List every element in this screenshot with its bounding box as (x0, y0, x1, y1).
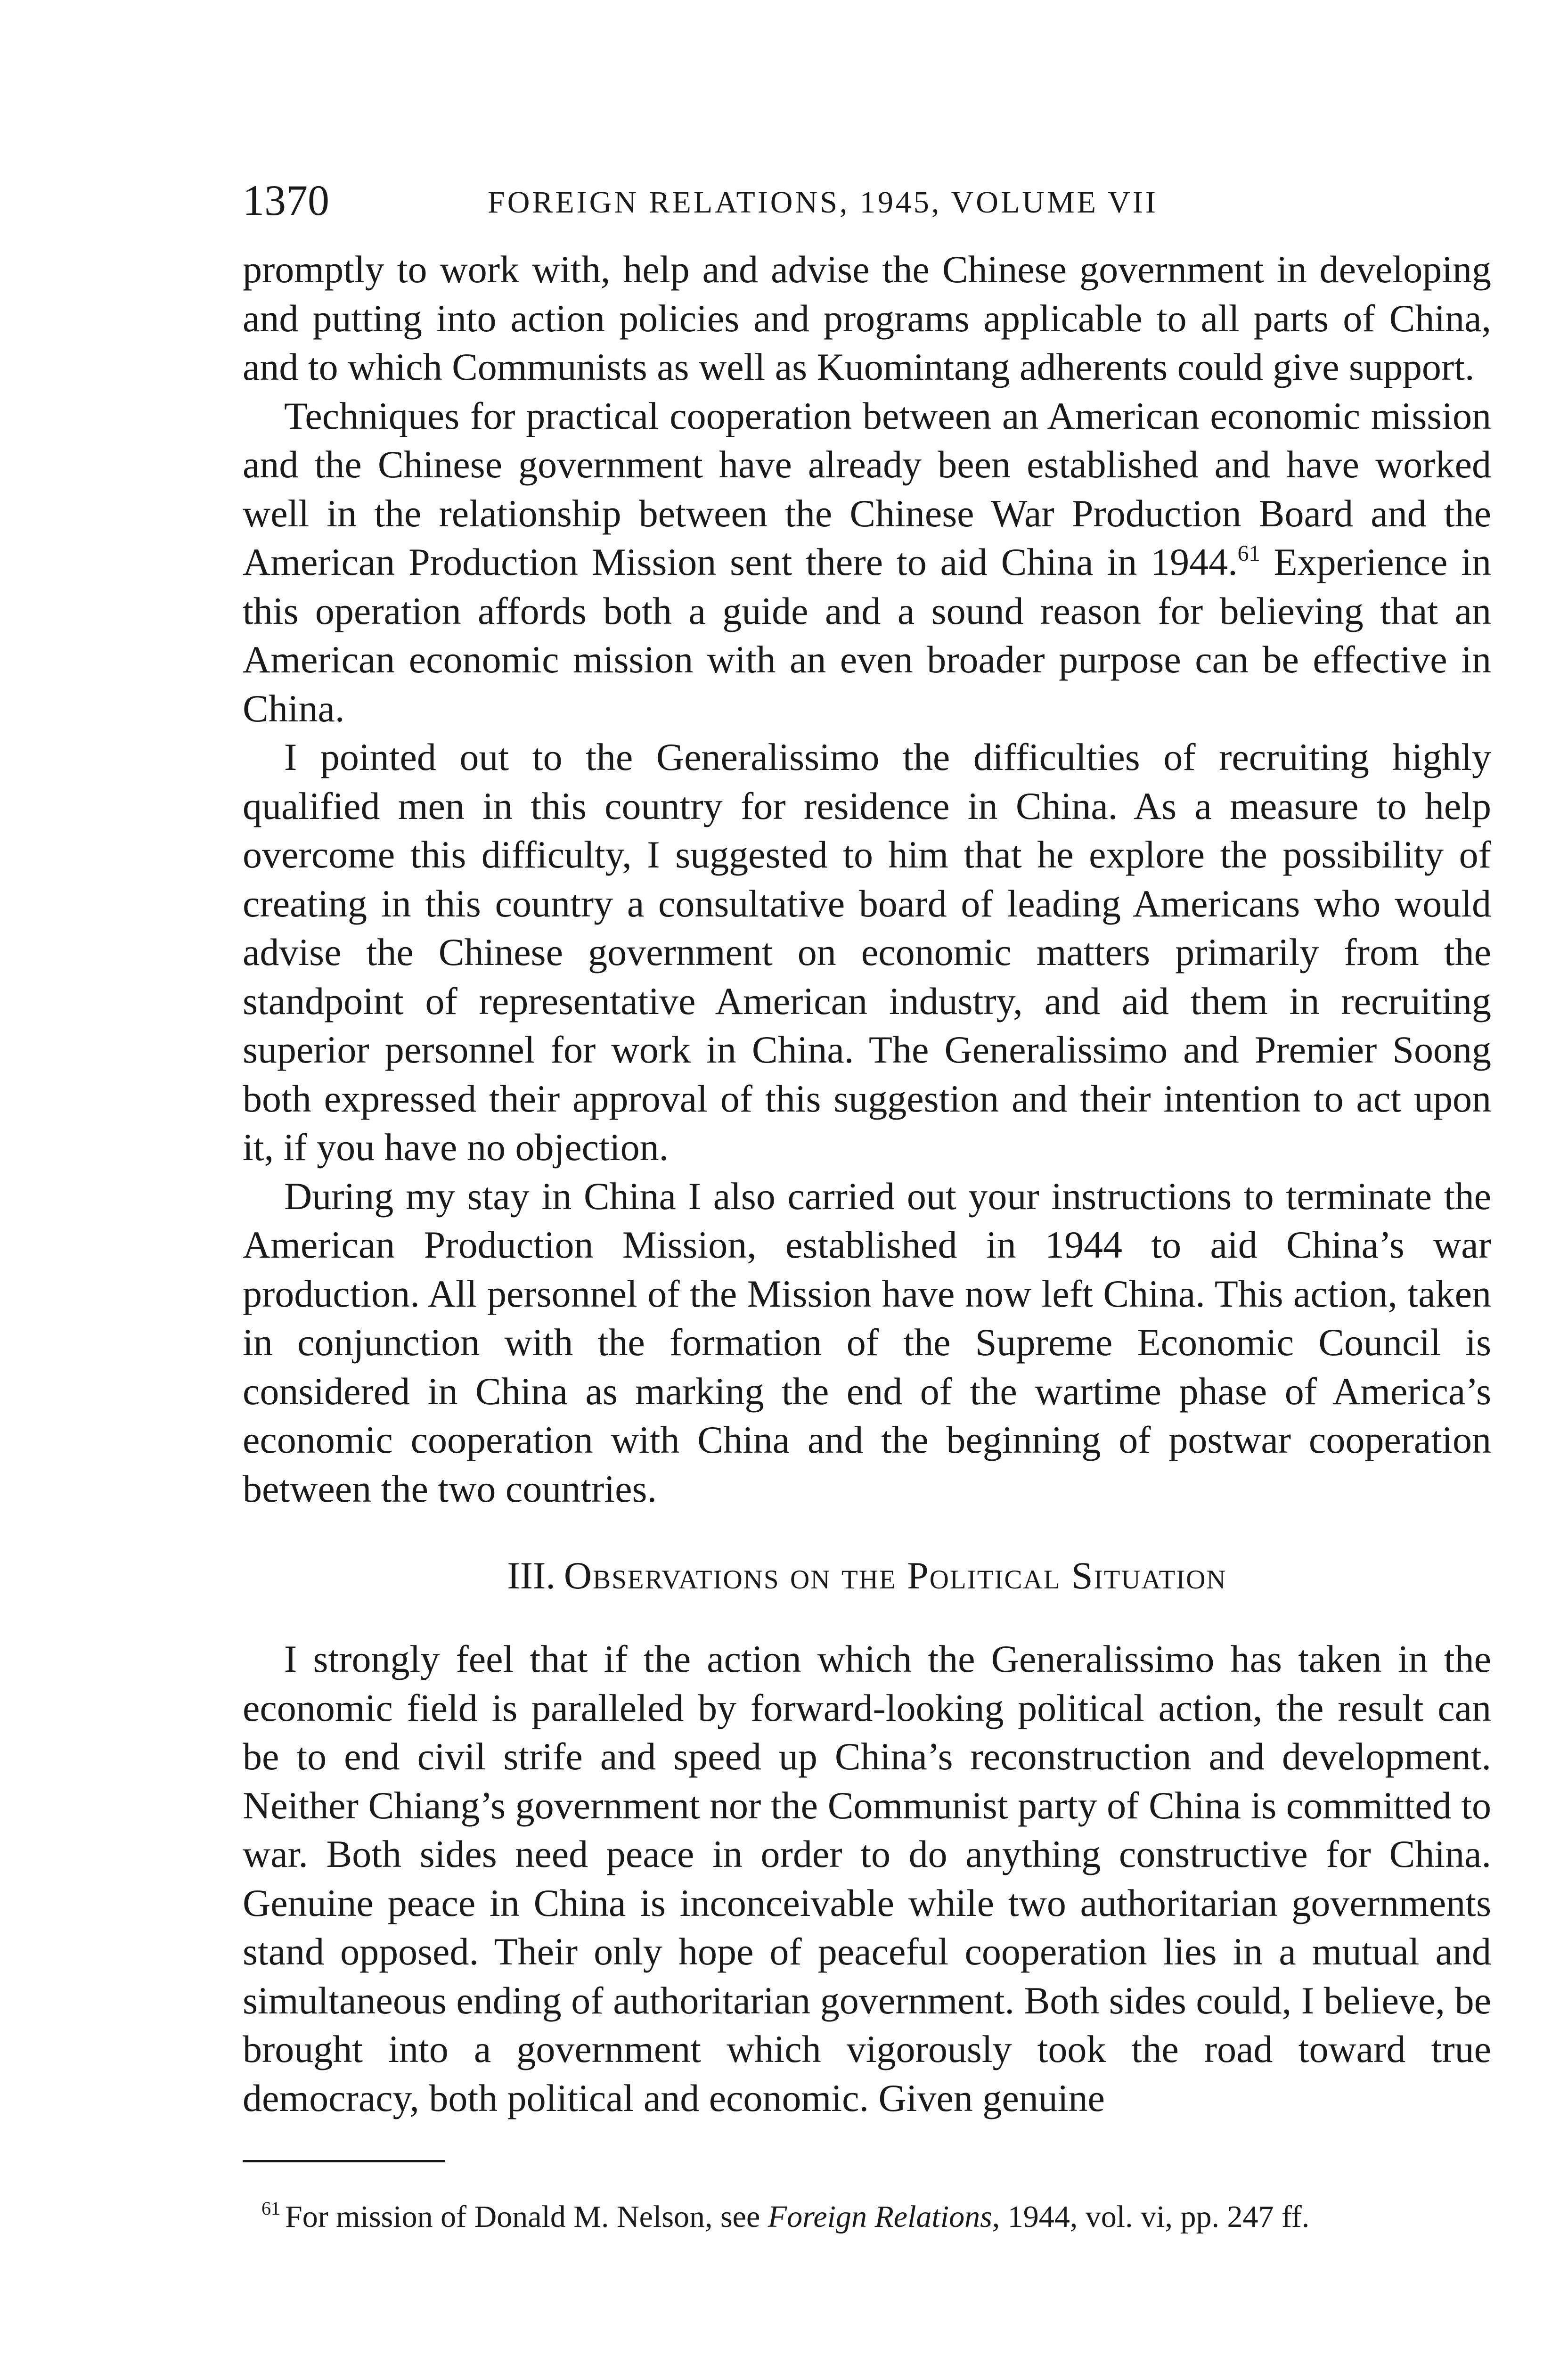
paragraph-techniques (243, 392, 1491, 733)
footnote-source-title: Foreign Relations (768, 2200, 992, 2234)
page-number: 1370 (243, 176, 329, 224)
footnote-reference[interactable]: 61 (1237, 541, 1260, 566)
section-numeral: III. (507, 1554, 555, 1597)
footnote-divider (243, 2160, 445, 2162)
document-page (243, 174, 1491, 2238)
footnote-number: 61 (261, 2198, 280, 2219)
running-head (243, 174, 1491, 245)
paragraph-text: Techniques for practical cooperation between an American economic mission and the Chinese government have already been established and have worked well in the relationship between the Chinese War Production Board and the American Production Mission sent there to aid China in 1944. (243, 394, 1491, 583)
paragraph-continued: promptly to work with, help and advise the Chinese government in developing and putting into action policies and programs applicable to all parts of China, and to which Communists as well as Kuomintang adherents could give support. (243, 248, 1491, 388)
paragraph-political: I strongly feel that if the action which the Generalissimo has taken in the economic field is paralleled by forward-looking political action, the result can be to end civil strife and speed up China’s reconstruction and development. Neither Chiang’s government nor the Communist party of China is committed to war. Both sides need peace in order to do anything constructive for China. Genuine peace in China is inconceivable while two authoritarian governments stand opposed. Their only hope of peaceful cooperation lies in a mutual and simultaneous ending of authoritarian government. Both sides could, I believe, be brought into a government which vigorously took the road toward true democracy, both political and economic. Given genuine (243, 1637, 1491, 2119)
paragraph-termination: During my stay in China I also carried out your instructions to terminate the American Production Mission, established in 1944 to aid China’s war production. All personnel of the Mission have now left China. This action, taken in conjunction with the formation of the Supreme Economic Council is considered in China as marking the end of the wartime phase of America’s economic cooperation with China and the beginning of postwar cooperation between the two countries. (243, 1174, 1491, 1510)
paragraph-text: Experience in this operation affords both a guide and a sound reason for believing that an American economic mission with an even broader purpose can be effective in China. (243, 540, 1492, 730)
footnote (243, 2196, 1491, 2238)
footnote-citation: , 1944, vol. vi, pp. 247 ff. (992, 2200, 1310, 2234)
footnote-text: For mission of Donald M. Nelson, see (285, 2200, 768, 2234)
section-heading (243, 1550, 1491, 1602)
paragraph-recruiting: I pointed out to the Generalissimo the difficulties of recruiting highly qualified men in this country for residence in China. As a measure to help overcome this difficulty, I suggested to him that he explore the possibility of creating in this country a consultative board of leading Americans who would advise the Chinese government on economic matters primarily from the standpoint of representative American industry, and aid them in recruiting superior personnel for work in China. The Generalissimo and Premier Soong both expressed their approval of this suggestion and their intention to act upon it, if you have no objection. (243, 736, 1491, 1169)
running-title: FOREIGN RELATIONS, 1945, VOLUME VII (488, 185, 1158, 220)
body-text (243, 245, 1491, 2122)
section-title: Observations on the Political Situation (564, 1554, 1227, 1597)
